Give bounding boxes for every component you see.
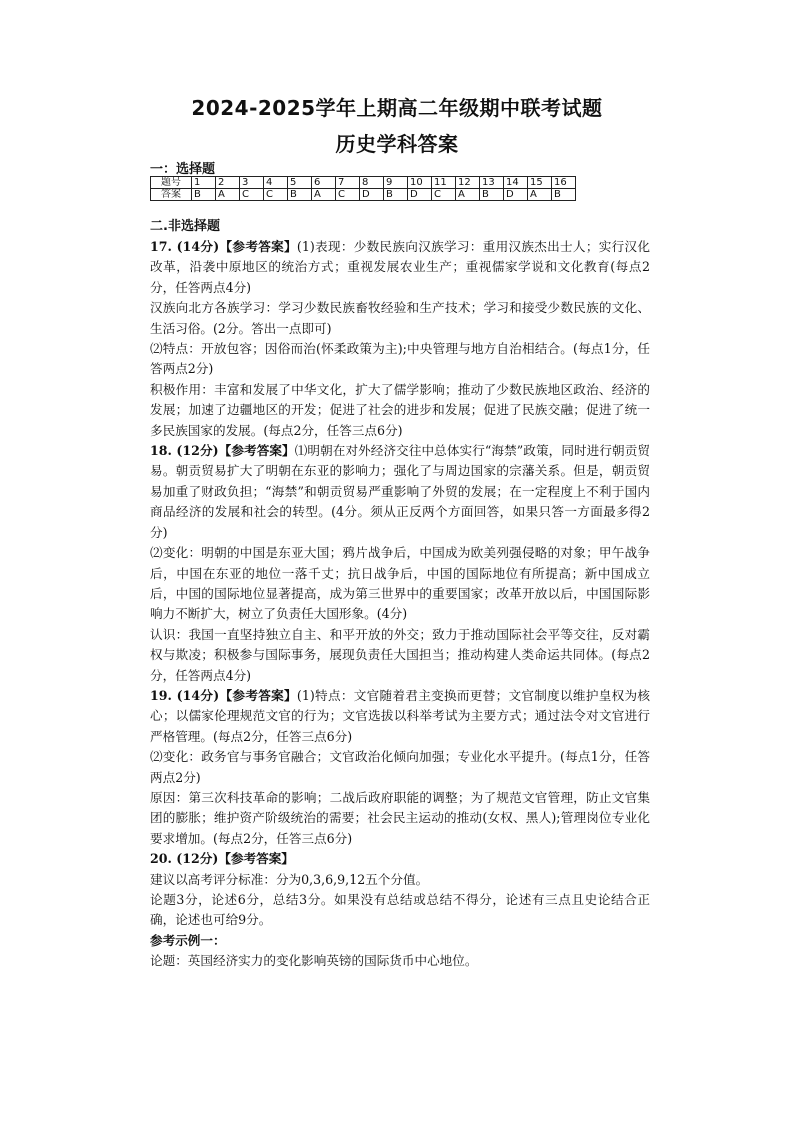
paragraph-text: (1)特点：文官随着君主变换而更替；文官制度以维护皇权为核心；以儒家伦理规范文官的行为；文官选拔以科举考试为主要方式；通过法令对文官进行严格管理。(每点2分，任答三点6分) <box>150 687 650 744</box>
answer-paragraph <box>150 870 650 890</box>
section-multiple-choice-heading: 一：选择题 <box>150 162 216 177</box>
answer-paragraph <box>150 625 650 686</box>
answer-table-number-row <box>151 177 576 189</box>
answer-letter: B <box>384 189 408 201</box>
answer-letter: B <box>480 189 504 201</box>
answer-letter: C <box>432 189 456 201</box>
question-number: 6 <box>312 177 336 189</box>
answer-table <box>150 176 576 201</box>
question-number: 8 <box>360 177 384 189</box>
answer-letter: C <box>240 189 264 201</box>
paragraph-text: 积极作用：丰富和发展了中华文化，扩大了儒学影响；推动了少数民族地区政治、经济的发展；加速了边疆地区的开发；促进了社会的进步和发展；促进了民族交融；促进了统一多民族国家的发展。(每点2分，任答三点6分) <box>150 381 650 438</box>
answer-paragraph <box>150 890 650 931</box>
answer-paragraph <box>150 237 650 298</box>
paragraph-text: ⑵变化：政务官与事务官融合；文官政治化倾向加强；专业化水平提升。(每点1分，任答两点2分) <box>150 749 650 785</box>
question-number: 9 <box>384 177 408 189</box>
answer-letter: A <box>456 189 480 201</box>
question-number: 13 <box>480 177 504 189</box>
paragraph-text: ⑵变化：明朝的中国是东亚大国；鸦片战争后，中国成为欧美列强侵略的对象；甲午战争后，中国在东亚的地位一落千丈；抗日战争后，中国的国际地位有所提高；新中国成立后，中国的国际地位显著提高，成为第三世界中的重要国家；改革开放以后，中国国际影响力不断扩大，树立了负责任大国形象。(4分) <box>150 545 650 622</box>
paragraph-text: ⑵特点：开放包容；因俗而治(怀柔政策为主);中央管理与地方自治相结合。(每点1分，任答两点2分) <box>150 341 650 377</box>
answer-letter: C <box>336 189 360 201</box>
question-number: 7 <box>336 177 360 189</box>
answer-letter: A <box>312 189 336 201</box>
question-lead: 19. (14分)【参考答案】 <box>150 687 297 703</box>
answer-letter: D <box>408 189 432 201</box>
question-lead: 18. (12分)【参考答案】 <box>150 443 295 459</box>
answer-paragraph <box>150 747 650 788</box>
paragraph-text: 论题：英国经济实力的变化影响英镑的国际货币中心地位。 <box>150 953 478 969</box>
answer-letter: B <box>288 189 312 201</box>
answer-body <box>150 237 650 972</box>
question-number: 4 <box>264 177 288 189</box>
answer-paragraph <box>150 849 650 869</box>
answer-table-row-header: 答案 <box>151 189 192 201</box>
answer-paragraph <box>150 298 650 339</box>
answer-table-row-header: 题号 <box>151 177 192 189</box>
section-non-choice-heading: 二.非选择题 <box>150 219 220 234</box>
answer-paragraph <box>150 543 650 625</box>
answer-letter: D <box>360 189 384 201</box>
answer-table-answer-row <box>151 189 576 201</box>
page-subtitle: 历史学科答案 <box>335 132 459 156</box>
paragraph-text: 论题3分，论述6分，总结3分。如果没有总结或总结不得分，论述有三点且史论结合正确，论述也可给9分。 <box>150 892 650 928</box>
question-number: 1 <box>192 177 216 189</box>
question-number: 11 <box>432 177 456 189</box>
example-heading: 参考示例一： <box>150 932 226 948</box>
answer-paragraph <box>150 380 650 441</box>
answer-letter: C <box>264 189 288 201</box>
paragraph-text: ⑴明朝在对外经济交往中总体实行“海禁”政策，同时进行朝贡贸易。朝贡贸易扩大了明朝在东亚的影响力；强化了与周边国家的宗藩关系。但是，朝贡贸易加重了财政负担；“海禁”和朝贡贸易严重影响了外贸的发展；在一定程度上不利于国内商品经济的发展和社会的转型。(4分。须从正反两个方面回答，如果只答一方面最多得2分) <box>150 443 650 540</box>
paragraph-text: (1)表现：少数民族向汉族学习：重用汉族杰出士人；实行汉化改革，沿袭中原地区的统治方式；重视发展农业生产；重视儒家学说和文化教育(每点2分，任答两点4分) <box>150 239 650 295</box>
page-title: 2024-2025学年上期高二年级期中联考试题 <box>191 96 603 120</box>
question-number: 5 <box>288 177 312 189</box>
question-number: 15 <box>528 177 552 189</box>
question-number: 3 <box>240 177 264 189</box>
answer-paragraph <box>150 441 650 543</box>
paragraph-text: 建议以高考评分标准：分为0,3,6,9,12五个分值。 <box>150 871 429 887</box>
answer-letter: B <box>192 189 216 201</box>
question-lead: 20. (12分)【参考答案】 <box>150 851 294 867</box>
answer-paragraph <box>150 931 650 951</box>
paragraph-text: 汉族向北方各族学习：学习少数民族畜牧经验和生产技术；学习和接受少数民族的文化、生活习俗。(2分。答出一点即可) <box>150 300 650 336</box>
question-number: 10 <box>408 177 432 189</box>
question-number: 2 <box>216 177 240 189</box>
answer-paragraph <box>150 686 650 747</box>
answer-letter: A <box>216 189 240 201</box>
answer-letter: D <box>504 189 528 201</box>
question-lead: 17. (14分)【参考答案】 <box>150 239 297 254</box>
answer-paragraph <box>150 951 650 971</box>
answer-letter: A <box>528 189 552 201</box>
answer-paragraph <box>150 788 650 849</box>
answer-paragraph <box>150 339 650 380</box>
question-number: 12 <box>456 177 480 189</box>
answer-letter: B <box>552 189 576 201</box>
question-number: 16 <box>552 177 576 189</box>
question-number: 14 <box>504 177 528 189</box>
paragraph-text: 原因：第三次科技革命的影响；二战后政府职能的调整；为了规范文官管理，防止文官集团的膨胀；维护资产阶级统治的需要；社会民主运动的推动(女权、黑人);管理岗位专业化要求增加。(每点2分，任答三点6分) <box>150 789 650 846</box>
paragraph-text: 认识：我国一直坚持独立自主、和平开放的外交；致力于推动国际社会平等交往，反对霸权与欺凌；积极参与国际事务，展现负责任大国担当；推动构建人类命运共同体。(每点2分，任答两点4分) <box>150 626 650 683</box>
